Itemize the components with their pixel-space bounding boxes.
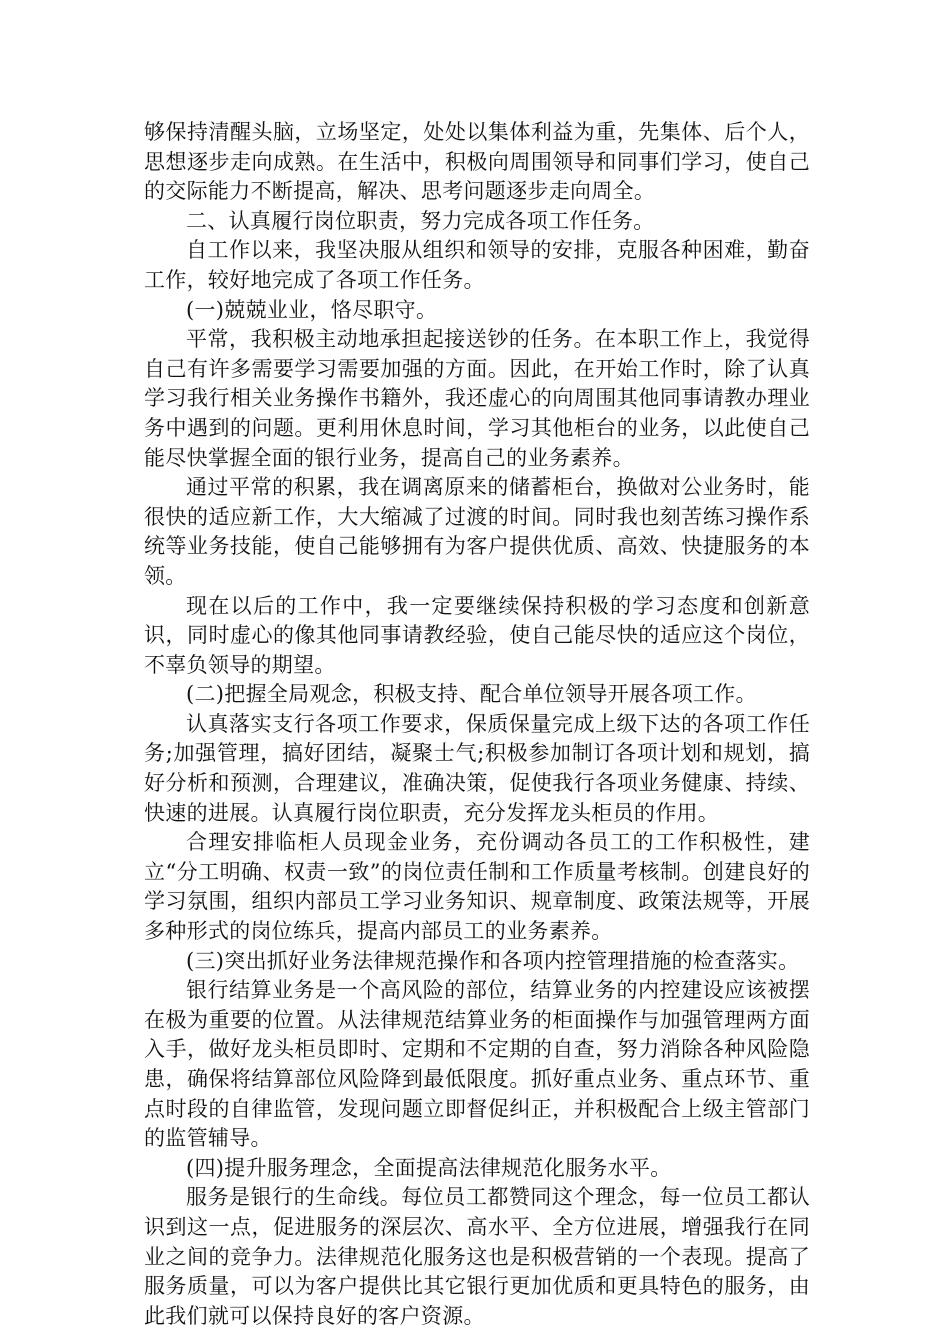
section-heading-2: 二、认真履行岗位职责，努力完成各项工作任务。	[186, 208, 655, 233]
paragraph: 银行结算业务是一个高风险的部位，结算业务的内控建设应该被摆在极为重要的位置。从法律规范结算业务的柜面操作与加强管理两方面入手，做好龙头柜员即时、定期和不定期的自查，努力消除各种风险隐患，确保将结算部位风险降到最低限度。抓好重点业务、重点环节、重点时段的自律监管，发现问题立即督促纠正，并积极配合上级主管部门的监管辅导。	[144, 978, 810, 1151]
subsection-heading-1: (一)兢兢业业，恪尽职守。	[186, 297, 438, 322]
subsection-heading-3: (三)突出抓好业务法律规范操作和各项内控管理措施的检查落实。	[186, 948, 800, 973]
paragraph: 认真落实支行各项工作要求，保质保量完成上级下达的各项工作任务;加强管理，搞好团结，凝聚士气;积极参加制订各项计划和规划，搞好分析和预测，合理建议，准确决策，促使我行各项业务健康、持续、快速的进展。认真履行岗位职责，充分发挥龙头柜员的作用。	[144, 711, 810, 825]
paragraph: 通过平常的积累，我在调离原来的储蓄柜台，换做对公业务时，能很快的适应新工作，大大缩减了过渡的时间。同时我也刻苦练习操作系统等业务技能，使自己能够拥有为客户提供优质、高效、快捷服务的本领。	[144, 475, 810, 588]
document-body	[144, 118, 810, 1331]
paragraph-continuation: 够保持清醒头脑，立场坚定，处处以集体利益为重，先集体、后个人，思想逐步走向成熟。在生活中，积极向周围领导和同事们学习，使自己的交际能力不断提高，解决、思考问题逐步走向周全。	[144, 120, 810, 204]
paragraph: 平常，我积极主动地承担起接送钞的任务。在本职工作上，我觉得自己有许多需要学习需要加强的方面。因此，在开始工作时，除了认真学习我行相关业务操作书籍外，我还虚心的向周围其他同事请教办理业务中遇到的问题。更利用休息时间，学习其他柜台的业务，以此使自己能尽快掌握全面的银行业务，提高自己的业务素养。	[144, 327, 810, 470]
paragraph: 服务是银行的生命线。每位员工都赞同这个理念，每一位员工都认识到这一点，促进服务的深层次、高水平、全方位进展，增强我行在同业之间的竞争力。法律规范化服务这也是积极营销的一个表现。提高了服务质量，可以为客户提供比其它银行更加优质和更具特色的服务，由此我们就可以保持良好的客户资源。	[144, 1185, 810, 1328]
paragraph: 合理安排临柜人员现金业务，充份调动各员工的工作积极性，建立“分工明确、权责一致”的岗位责任制和工作质量考核制。创建良好的学习氛围，组织内部员工学习业务知识、规章制度、政策法规等，开展多种形式的岗位练兵，提高内部员工的业务素养。	[144, 830, 810, 944]
paragraph: 现在以后的工作中，我一定要继续保持积极的学习态度和创新意识，同时虚心的像其他同事请教经验，使自己能尽快的适应这个岗位，不辜负领导的期望。	[144, 593, 810, 677]
paragraph: 自工作以来，我坚决服从组织和领导的安排，克服各种困难，勤奋工作，较好地完成了各项工作任务。	[144, 238, 810, 292]
subsection-heading-2: (二)把握全局观念，积极支持、配合单位领导开展各项工作。	[186, 682, 757, 707]
subsection-heading-4: (四)提升服务理念，全面提高法律规范化服务水平。	[186, 1155, 672, 1180]
